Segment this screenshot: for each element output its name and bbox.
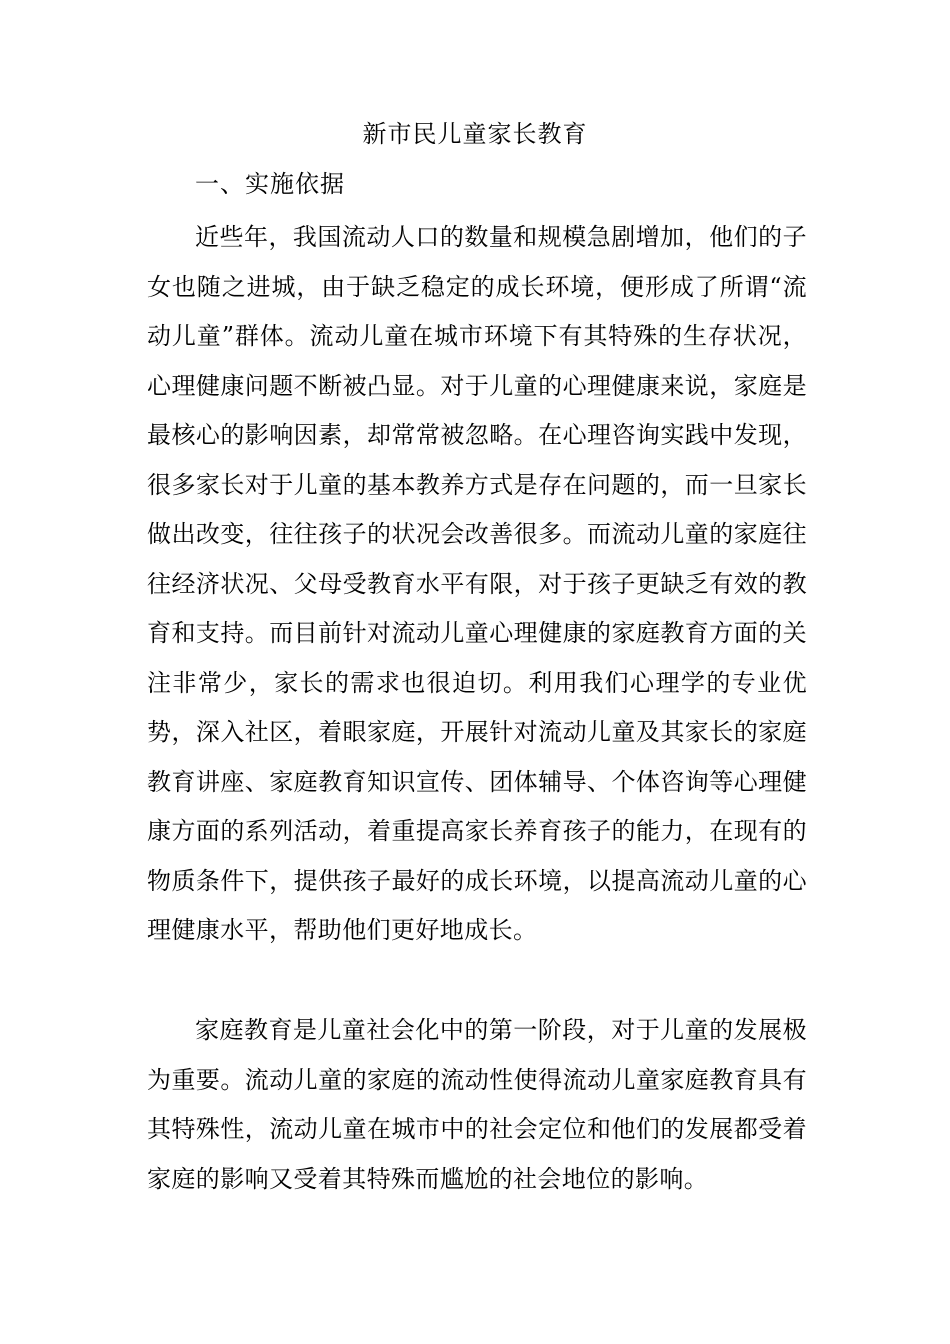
body-paragraph: 家庭教育是儿童社会化中的第一阶段，对于儿童的发展极为重要。流动儿童的家庭的流动性使得流动儿童家庭教育具有其特殊性，流动儿童在城市中的社会定位和他们的发展都受着家庭的影响又受着其特殊而尴尬的社会地位的影响。 (147, 1016, 807, 1193)
section-heading: 一、实施依据 (195, 170, 345, 198)
document-title: 新市民儿童家长教育 (362, 120, 588, 148)
body-paragraph: 近些年，我国流动人口的数量和规模急剧增加，他们的子女也随之进城，由于缺乏稳定的成长环境，便形成了所谓“流动儿童”群体。流动儿童在城市环境下有其特殊的生存状况，心理健康问题不断被凸显。对于儿童的心理健康来说，家庭是最核心的影响因素，却常常被忽略。在心理咨询实践中发现，很多家长对于儿童的基本教养方式是存在问题的，而一旦家长做出改变，往往孩子的状况会改善很多。而流动儿童的家庭往往经济状况、父母受教育水平有限，对于孩子更缺乏有效的教育和支持。而目前针对流动儿童心理健康的家庭教育方面的关注非常少，家长的需求也很迫切。利用我们心理学的专业优势，深入社区，着眼家庭，开展针对流动儿童及其家长的家庭教育讲座、家庭教育知识宣传、团体辅导、个体咨询等心理健康方面的系列活动，着重提高家长养育孩子的能力，在现有的物质条件下，提供孩子最好的成长环境，以提高流动儿童的心理健康水平，帮助他们更好地成长。 (147, 223, 807, 944)
